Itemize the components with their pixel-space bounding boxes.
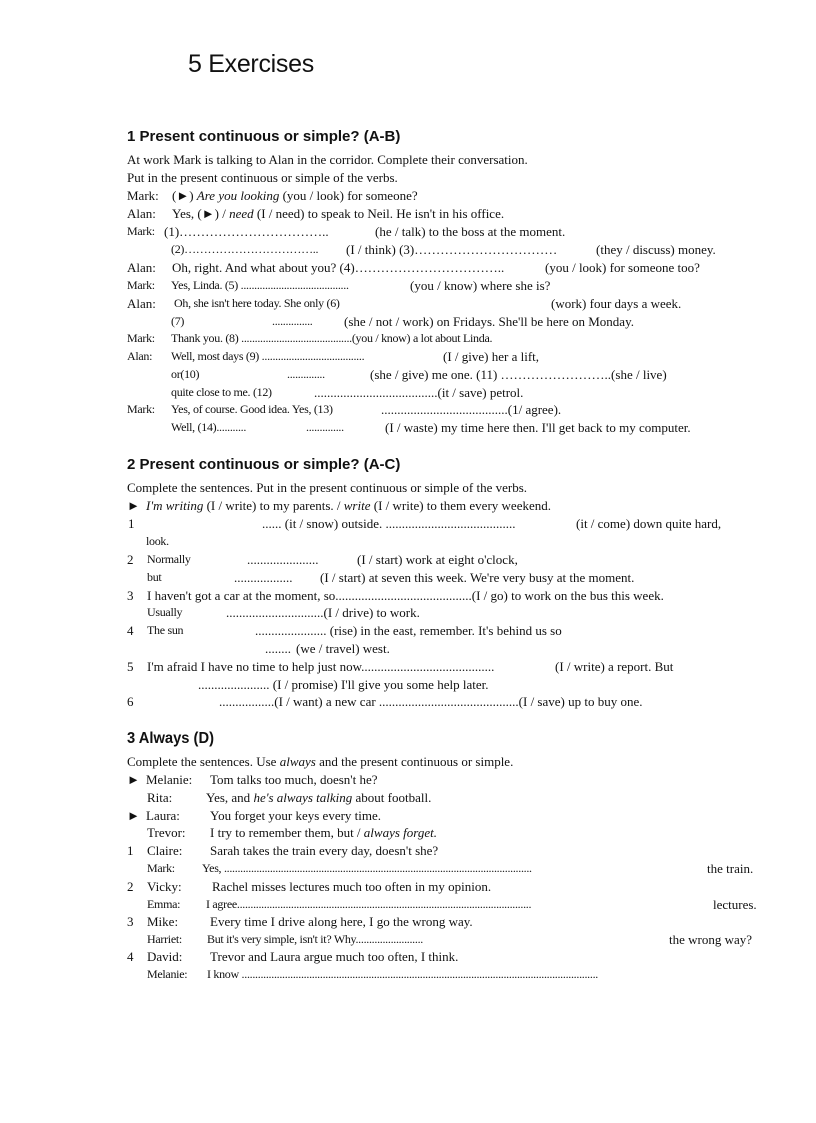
answer-blank-13[interactable]: .......................................(1/ agree).: [381, 402, 562, 417]
answer-blank[interactable]: ........: [265, 641, 291, 656]
question-number: 3: [127, 914, 134, 929]
speaker: Laura:: [146, 808, 180, 823]
dialogue-line: the train.: [707, 861, 754, 876]
sentence-text: (I / start) at seven this week. We're very busy at the moment.: [320, 570, 635, 585]
speaker: Mike:: [147, 914, 179, 929]
answer-blank-3[interactable]: (I / think) (3)……………………………: [346, 242, 558, 257]
dialogue-line: Yes, (►) / need (I / need) to speak to Neil. He isn't in his office.: [172, 206, 505, 221]
speaker: Claire:: [147, 843, 183, 858]
exercise-1-intro: Put in the present continuous or simple of the verbs.: [127, 170, 398, 185]
sentence-text: Usually: [147, 605, 183, 619]
dialogue-line: Yes, and he's always talking about football.: [206, 790, 432, 805]
question-number: 1: [128, 516, 135, 531]
speaker: Alan:: [127, 260, 156, 275]
speaker: Alan:: [127, 206, 156, 221]
answer-blank-8[interactable]: Thank you. (8) .........................................(you / know) a lot about Linda.: [171, 331, 493, 345]
question-number: 4: [127, 949, 134, 964]
answer-blank[interactable]: ..............................(I / drive) to work.: [226, 605, 420, 620]
dialogue-line: (you / know) where she is?: [410, 278, 551, 293]
example-arrow-icon: ►: [127, 498, 140, 513]
answer-blank-1[interactable]: (1)……………………………..: [164, 224, 329, 239]
dialogue-line: (he / talk) to the boss at the moment.: [375, 224, 566, 239]
answer-blank[interactable]: ...................... (rise) in the east, remember. It's behind us so: [255, 623, 562, 638]
question-number: 2: [127, 879, 134, 894]
answer-blank[interactable]: ...... (it / snow) outside. ........................................: [262, 516, 516, 531]
dialogue-line: You forget your keys every time.: [210, 808, 382, 823]
dialogue-line: Tom talks too much, doesn't he?: [210, 772, 378, 787]
speaker: Melanie:: [147, 967, 188, 981]
answer-blank-11[interactable]: (she / give) me one. (11) ……………………..(she / live): [370, 367, 667, 382]
answer-blank[interactable]: I haven't got a car at the moment, so..........................................(I / go) to work on the bus this week.: [147, 588, 664, 603]
exercise-3-title: 3 Always (D): [127, 730, 214, 747]
answer-blank[interactable]: I know ....................................................................................................................................: [207, 967, 598, 981]
answer-blank-14-dots: ..............: [306, 420, 344, 434]
question-number: 2: [127, 552, 134, 567]
question-number: 5: [127, 659, 134, 674]
speaker: Mark:: [127, 331, 155, 345]
dialogue-line: (work) four days a week.: [551, 296, 682, 311]
example-arrow-icon: ►: [127, 808, 140, 823]
speaker: Melanie:: [146, 772, 193, 787]
dialogue-line: quite close to me. (12): [171, 385, 272, 399]
answer-blank-9[interactable]: Well, most days (9) ......................................: [171, 349, 365, 363]
dialogue-line: (I / waste) my time here then. I'll get back to my computer.: [385, 420, 691, 435]
answer-blank[interactable]: Yes, ..................................................................................................................: [202, 861, 532, 875]
speaker: Emma:: [147, 897, 181, 911]
answer-blank-14[interactable]: Well, (14)...........: [171, 420, 247, 434]
answer-blank[interactable]: .................(I / want) a new car ...........................................(I / save) up to buy one.: [219, 694, 643, 709]
dialogue-line: Sarah takes the train every day, doesn't she?: [210, 843, 439, 858]
sentence-text: but: [147, 570, 162, 584]
speaker: Rita:: [147, 790, 173, 805]
speaker: Mark:: [127, 278, 155, 292]
answer-blank-7-dots: ...............: [272, 314, 313, 328]
dialogue-line: (they / discuss) money.: [596, 242, 716, 257]
sentence-text: (it / come) down quite hard,: [576, 516, 722, 531]
exercise-1-intro: At work Mark is talking to Alan in the corridor. Complete their conversation.: [127, 152, 528, 167]
question-number: 4: [127, 623, 134, 638]
dialogue-line: Rachel misses lectures much too often in my opinion.: [212, 879, 492, 894]
question-number: 1: [127, 843, 134, 858]
example-arrow-icon: ►: [127, 772, 140, 787]
answer-blank[interactable]: I agree.............................................................................................................: [206, 897, 532, 911]
dialogue-line: Yes, of course. Good idea. Yes, (13): [171, 402, 333, 416]
answer-blank-6[interactable]: Oh, she isn't here today. She only (6): [174, 296, 340, 310]
sentence-text: look.: [146, 534, 169, 548]
answer-blank[interactable]: ...................... (I / promise) I'll give you some help later.: [198, 677, 489, 692]
speaker: Alan:: [127, 296, 156, 311]
answer-blank-2[interactable]: (2)……………………………..: [171, 242, 319, 256]
answer-blank-4[interactable]: Oh, right. And what about you? (4)……………………………..: [172, 260, 505, 275]
speaker: Trevor:: [147, 825, 186, 840]
sentence-text: (I / write) a report. But: [555, 659, 674, 674]
dialogue-line: Every time I drive along here, I go the wrong way.: [210, 914, 473, 929]
dialogue-line: Trevor and Laura argue much too often, I think.: [210, 949, 459, 964]
answer-blank-5[interactable]: Yes, Linda. (5) ........................................: [171, 278, 349, 292]
exercise-2-title: 2 Present continuous or simple? (A-C): [127, 456, 401, 473]
answer-blank[interactable]: I'm afraid I have no time to help just now.........................................: [147, 659, 495, 674]
dialogue-line: (I / give) her a lift,: [443, 349, 540, 364]
sentence-text: (I / start) work at eight o'clock,: [357, 552, 518, 567]
answer-blank[interactable]: ..................: [234, 570, 293, 585]
page-title: 5 Exercises: [188, 50, 314, 78]
dialogue-line: (you / look) for someone too?: [545, 260, 700, 275]
speaker: Mark:: [127, 224, 155, 238]
speaker: Mark:: [127, 402, 155, 416]
dialogue-line: lectures.: [713, 897, 757, 912]
speaker: Harriet:: [147, 932, 182, 946]
dialogue-line: the wrong way?: [669, 932, 753, 947]
answer-blank-12[interactable]: ......................................(it / save) petrol.: [314, 385, 524, 400]
question-number: 3: [127, 588, 134, 603]
speaker: Vicky:: [147, 879, 182, 894]
exercise-2-intro: Complete the sentences. Put in the present continuous or simple of the verbs.: [127, 480, 528, 495]
speaker: Mark:: [147, 861, 175, 875]
exercise-3-intro: Complete the sentences. Use always and the present continuous or simple.: [127, 754, 514, 769]
dialogue-line: (►) Are you looking (you / look) for someone?: [172, 188, 418, 203]
question-number: 6: [127, 694, 134, 709]
answer-blank-7[interactable]: (7): [171, 314, 185, 328]
exercise-1-title: 1 Present continuous or simple? (A-B): [127, 128, 401, 145]
dialogue-line: (she / not / work) on Fridays. She'll be here on Monday.: [344, 314, 634, 329]
sentence-text: (we / travel) west.: [296, 641, 390, 656]
speaker: Mark:: [127, 188, 159, 203]
sentence-text: The sun: [147, 623, 184, 637]
dialogue-line: I try to remember them, but / always forget.: [210, 825, 437, 840]
answer-blank-10[interactable]: or(10): [171, 367, 200, 381]
answer-blank-10-dots: ..............: [287, 367, 325, 381]
speaker: Alan:: [127, 349, 153, 363]
speaker: David:: [147, 949, 183, 964]
sentence-text: Normally: [147, 552, 191, 566]
answer-blank[interactable]: But it's very simple, isn't it? Why.........................: [207, 932, 423, 946]
answer-blank[interactable]: ......................: [247, 552, 319, 567]
example-line: I'm writing (I / write) to my parents. / write (I / write) to them every weekend.: [146, 498, 551, 513]
